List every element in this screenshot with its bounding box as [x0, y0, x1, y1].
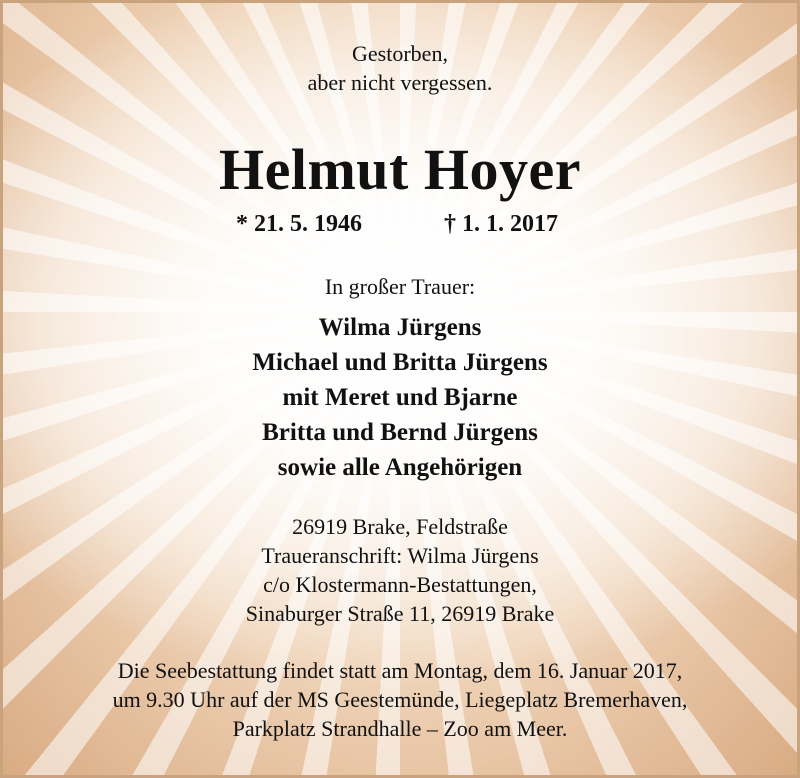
mourner: Wilma Jürgens: [318, 314, 482, 341]
mourners-list: [3, 310, 797, 485]
deceased-name: Helmut Hoyer: [219, 137, 581, 202]
burial-info: [3, 656, 797, 743]
burial-line: Parkplatz Strandhalle – Zoo am Meer.: [232, 716, 568, 741]
intro-line: aber nicht vergessen.: [307, 70, 493, 95]
mourner: mit Meret und Bjarne: [282, 384, 518, 411]
mourning-heading: In großer Trauer:: [324, 274, 476, 299]
mourner: Britta und Bernd Jürgens: [262, 419, 538, 446]
death-date: † 1. 1. 2017: [444, 211, 558, 237]
intro-text: [3, 39, 797, 97]
intro-line: Gestorben,: [352, 41, 448, 66]
burial-line: Die Seebestattung findet statt am Montag, dem 16. Januar 2017,: [117, 658, 683, 683]
birth-date: * 21. 5. 1946: [236, 211, 362, 237]
mourner: sowie alle Angehörigen: [277, 454, 523, 481]
mourner: Michael und Britta Jürgens: [252, 349, 548, 376]
address-line: Sinaburger Straße 11, 26919 Brake: [245, 601, 555, 626]
address-line: c/o Klostermann-Bestattungen,: [263, 572, 537, 597]
address-line: 26919 Brake, Feldstraße: [292, 514, 508, 539]
address-line: Traueranschrift: Wilma Jürgens: [261, 543, 539, 568]
address-block: [3, 512, 797, 628]
burial-line: um 9.30 Uhr auf der MS Geestemünde, Liegeplatz Bremerhaven,: [112, 687, 688, 712]
